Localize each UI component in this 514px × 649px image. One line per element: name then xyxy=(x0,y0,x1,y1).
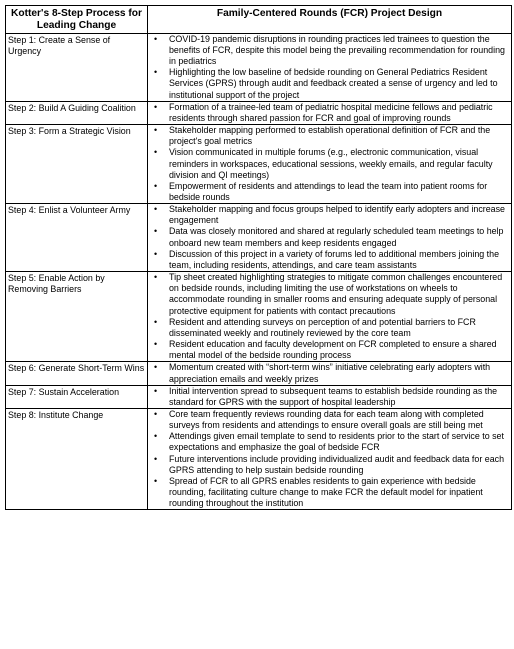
bullet-item: • COVID-19 pandemic disruptions in rounding practices led trainees to question the benefits of FCR, despite this model being the prevailing recommendation for rounding in pediatrics xyxy=(148,34,511,67)
design-cell xyxy=(148,408,512,509)
bullet-list xyxy=(148,204,511,271)
step-cell: Step 7: Sustain Acceleration xyxy=(6,385,148,408)
table-row xyxy=(6,33,512,101)
bullet-item: • Discussion of this project in a variety of forums led to additional members joining the team, including residents, attendings, and care team assistants xyxy=(148,249,511,271)
table-row xyxy=(6,125,512,204)
design-cell xyxy=(148,125,512,204)
table-row xyxy=(6,362,512,385)
bullet-item: • Empowerment of residents and attendings to lead the team into patient rooms for bedside rounds xyxy=(148,181,511,203)
bullet-item: • Data was closely monitored and shared at regularly scheduled team meetings to help onboard new team members and keep residents engaged xyxy=(148,226,511,248)
step-cell: Step 3: Form a Strategic Vision xyxy=(6,125,148,204)
bullet-item: • Highlighting the low baseline of bedside rounding on General Pediatrics Resident Services (GPRS) through audit and feedback created a sense of urgency and led to institutional support of the project xyxy=(148,67,511,100)
kotter-fcr-table xyxy=(5,5,512,510)
bullet-item: • Vision communicated in multiple forums (e.g., electronic communication, visual reminders in workspaces, educational sessions, weekly emails, and regular faculty division and QI meetings) xyxy=(148,147,511,180)
bullet-item: • Formation of a trainee-led team of pediatric hospital medicine fellows and pediatric residents through shared passion for FCR and goal of improving rounds xyxy=(148,102,511,124)
bullet-item: • Stakeholder mapping performed to establish operational definition of FCR and the project's goal metrics xyxy=(148,125,511,147)
bullet-list xyxy=(148,362,511,384)
step-cell: Step 8: Institute Change xyxy=(6,408,148,509)
design-cell xyxy=(148,362,512,385)
table-row xyxy=(6,101,512,124)
design-cell xyxy=(148,204,512,272)
header-kotter-step: Kotter's 8-Step Process for Leading Change xyxy=(6,6,148,34)
bullet-list xyxy=(148,34,511,101)
bullet-item: • Stakeholder mapping and focus groups helped to identify early adopters and increase engagement xyxy=(148,204,511,226)
step-cell: Step 1: Create a Sense of Urgency xyxy=(6,33,148,101)
bullet-list xyxy=(148,272,511,361)
step-cell: Step 2: Build A Guiding Coalition xyxy=(6,101,148,124)
bullet-item: • Future interventions include providing individualized audit and feedback data for each GPRS attending to help sustain bedside rounding xyxy=(148,454,511,476)
bullet-list xyxy=(148,102,511,124)
header-row xyxy=(6,6,512,34)
table-body xyxy=(6,33,512,510)
bullet-list xyxy=(148,125,511,203)
bullet-item: • Core team frequently reviews rounding data for each team along with completed surveys from residents and attendings to ensure overall goals are still being met xyxy=(148,409,511,431)
bullet-item: • Spread of FCR to all GPRS enables residents to gain experience with bedside rounding, facilitating culture change to make FCR the default model for inpatient rounding throughout the institution xyxy=(148,476,511,509)
table-row xyxy=(6,385,512,408)
bullet-item: • Tip sheet created highlighting strategies to mitigate common challenges encountered on bedside rounds, including limiting the use of workstations on wheels to accommodate rounding in smaller rooms and ensuring adequate supply of personal protective equipment for patients with contact precautions xyxy=(148,272,511,317)
table-row xyxy=(6,408,512,509)
design-cell xyxy=(148,101,512,124)
design-cell xyxy=(148,385,512,408)
design-cell xyxy=(148,33,512,101)
header-fcr-design: Family-Centered Rounds (FCR) Project Design xyxy=(148,6,512,34)
bullet-item: • Attendings given email template to send to residents prior to the start of service to set expectations and emphasize the goal of bedside FCR xyxy=(148,431,511,453)
bullet-list xyxy=(148,386,511,408)
bullet-list xyxy=(148,409,511,509)
step-cell: Step 4: Enlist a Volunteer Army xyxy=(6,204,148,272)
bullet-item: • Resident and attending surveys on perception of and potential barriers to FCR disseminated weekly and routinely reviewed by the core team xyxy=(148,317,511,339)
table-row xyxy=(6,272,512,362)
step-cell: Step 5: Enable Action by Removing Barriers xyxy=(6,272,148,362)
design-cell xyxy=(148,272,512,362)
table-row xyxy=(6,204,512,272)
bullet-item: • Resident education and faculty development on FCR completed to ensure a shared mental model of the bedside rounding process xyxy=(148,339,511,361)
bullet-item: • Initial intervention spread to subsequent teams to establish bedside rounding as the standard for GPRS with the support of hospital leadership xyxy=(148,386,511,408)
step-cell: Step 6: Generate Short-Term Wins xyxy=(6,362,148,385)
bullet-item: • Momentum created with “short-term wins” initiative celebrating early adopters with appreciation emails and weekly prizes xyxy=(148,362,511,384)
